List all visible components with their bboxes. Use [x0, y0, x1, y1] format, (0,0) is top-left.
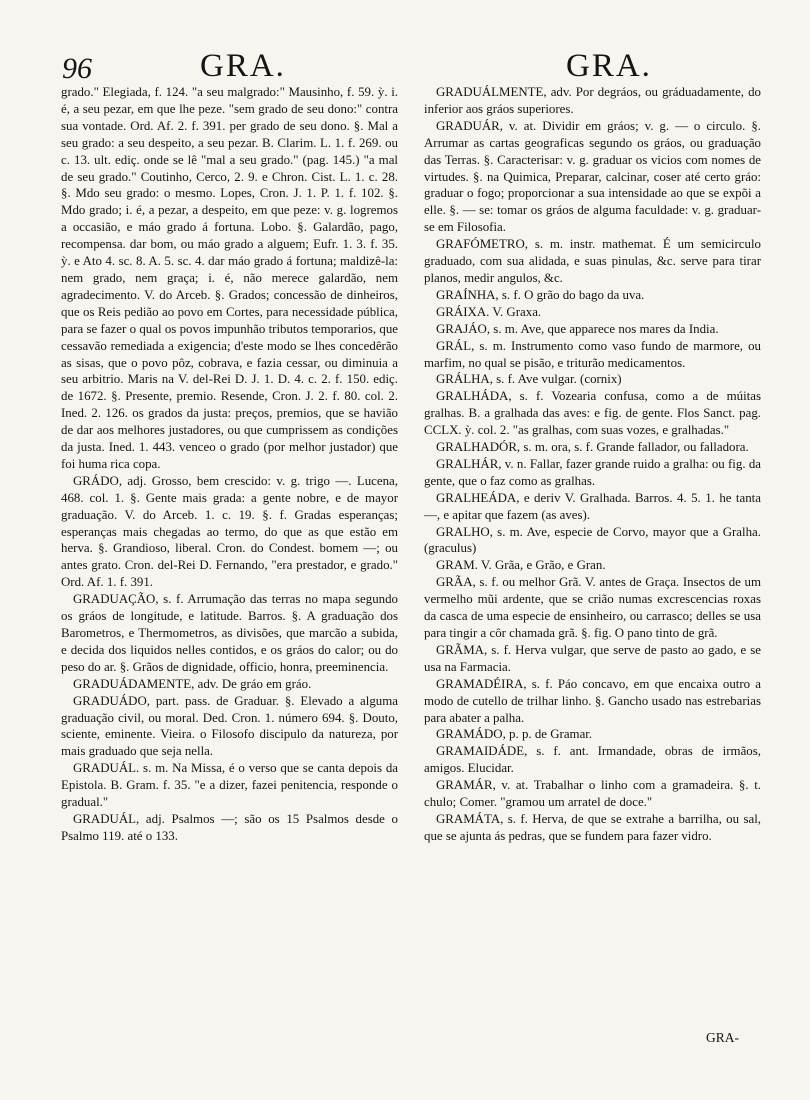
dictionary-entry: GRÁL, s. m. Instrumento como vaso fundo de marmore, ou marfim, no qual se pisão, e triturão medicamentos.: [424, 338, 761, 370]
catchword: GRA-: [706, 1030, 739, 1045]
dictionary-entry: GRAM. V. Grãa, e Grão, e Gran.: [436, 558, 606, 573]
dictionary-entry: GRAMADÉIRA, s. f. Páo concavo, em que encaixa outro a modo de cutello de trilhar linho. §. Gancho usado nas estrebarias para abater a palha.: [424, 676, 761, 725]
dictionary-entry: GRALHÁR, v. n. Fallar, fazer grande ruido a gralha: ou fig. da gente, que o faz como as gralhas.: [424, 456, 761, 488]
dictionary-entry: GRADUÁDAMENTE, adv. De gráo em gráo.: [73, 676, 312, 691]
dictionary-entry: GRAÍNHA, s. f. O grão do bago da uva.: [436, 287, 645, 302]
dictionary-entry: GRAMÁDO, p. p. de Gramar.: [436, 727, 593, 742]
dictionary-entry: GRADUAÇÃO, s. f. Arrumação das terras no mapa segundo os gráos de longitude, e latitude. Barros. §. A graduação dos Barometros, e Thermometros, as divisões, que marcão a subida, e decida dos liquidos nelles contidos, e os gráos do calor; ou do peso do ar. §. Grãos de dignidade, officio, honra, preeminencia.: [61, 592, 398, 674]
dictionary-entry: GRAMÁTA, s. f. Herva, de que se extrahe a barrilha, ou sal, que se ajunta ás pedras, que se fundem para fazer vidro.: [424, 811, 761, 843]
dictionary-entry: GRAMÁR, v. at. Trabalhar o linho com a gramadeira. §. t. chulo; Comer. "gramou um arratel de doce.": [424, 778, 761, 810]
dictionary-entry: GRADUÁL. s. m. Na Missa, é o verso que se canta depois da Epistola. B. Gram. f. 35. "e a dizer, fazei penitencia, responde o gradual.": [61, 761, 398, 810]
dictionary-entry: GRÁDO, adj. Grosso, bem crescido: v. g. trigo —. Lucena, 468. col. 1. §. Gente mais grada: a gente nobre, e de mayor graduação. V. do Arceb. 1. c. 19. §. f. Gradas esperanças; esperanças mais chegadas ao termo, do que as que estão em herva. §. Grandioso, liberal. Cron. do Condest. bomem —; ou antes grato. Cron. del-Rei D. Fernando, "era prestador, e grado." Ord. Af. 1. f. 391.: [61, 473, 398, 590]
page-number: 96: [62, 52, 92, 85]
left-column: [61, 84, 398, 845]
dictionary-entry: GRADUÁLMENTE, adv. Por degráos, ou gráduadamente, do inferior aos gráos superiores.: [424, 85, 761, 116]
dictionary-entry: GRADUÁDO, part. pass. de Graduar. §. Elevado a alguma graduação civil, ou moral. Ded. Cron. 1. número 694. §. Douto, sciente, eminente. Vieira. o Filosofo discipulo da natureza, por mais graduado que seja nella.: [61, 693, 398, 759]
running-head-left: GRA.: [200, 48, 286, 84]
dictionary-entry: GRÁIXA. V. Graxa.: [436, 304, 542, 319]
dictionary-entry: GRAMAIDÁDE, s. f. ant. Irmandade, obras de irmãos, amigos. Elucidar.: [424, 744, 761, 776]
dictionary-entry: GRAFÓMETRO, s. m. instr. mathemat. É um semicirculo graduado, com sua alidada, e suas pinulas, &c. serve para tirar planos, medir angulos, &c.: [424, 237, 761, 285]
dictionary-entry: GRAJÁO, s. m. Ave, que apparece nos mares da India.: [436, 321, 719, 336]
dictionary-entry: grado." Elegiada, f. 124. "a seu malgrado:" Mausinho, f. 59. ỳ. i. é, a seu pezar, em que lhe peze. "sem grado de seu dono:" contra sua vontade. Ord. Af. 2. f. 391. per grado de seu dono. §. Mal a seu grado: a seu despeito, a seu pezar. B. Clarim. L. 1. f. 269. ou c. 13. ult. ediç. onde se lê "mal a seu grado." (pag. 145.) "a mal de seu grado." Coutinho, Cerco, 2. 9. e Chron. Cist. L. 1. c. 28. §. Mdo seu grado: o mesmo. Lopes, Cron. J. 1. P. 1. f. 102. §. Mdo grado; i. é, a pezar, a despeito, em que peze: v. g. logremos a occasião, e máo grado á fortuna. Lobo. §. Galardão, pago, recompensa. dar bom, ou máo grado a alguem; Eufr. 1. 3. f. 35. ỳ. e Ato 4. sc. 8. A. 5. sc. 4. dar máo grado á fortuna; maldizê-la: nem grado, nem graça; i. é, não merece galardão, nem agradecimento. V. do Arceb. §. Grados; concessão de dinheiros, que os Reis pedião ao povo em Cortes, para necessidade pública, para se fazer o qual os povos impunhão tributos temporarios, que cessavão remediada a exigencia; d'este modo se lhes concedêrão as sisas, que o povo pôz, cobrava, e fazia cessar, ou diminuia a seu arbitrio. Maris na V. del-Rei D. J. 1. D. 4. c. 2. f. 150. ediç. de 1672. §. Presente, premio. Resende, Cron. J. 2. f. 80. col. 2. Ined. 2. 126. os grados da justa: preços, premios, que se havião de dar aos melhores justadores, ou que cumprissem as condições da justa. Ined. 1. 443. venceo o grado (por melhor justador) que foi huma rica copa.: [61, 85, 398, 471]
dictionary-entry: GRÃMA, s. f. Herva vulgar, que serve de pasto ao gado, e se usa na Farmacia.: [424, 642, 761, 674]
dictionary-entry: GRALHADÓR, s. m. ora, s. f. Grande fallador, ou falladora.: [436, 440, 749, 455]
right-column: [424, 84, 761, 845]
dictionary-entry: GRÁLHA, s. f. Ave vulgar. (cornix): [436, 372, 622, 387]
dictionary-entry: GRALHEÁDA, e deriv V. Gralhada. Barros. 4. 5. 1. he tanta —, e apitar que fazem (as aves).: [424, 490, 761, 522]
dictionary-entry: GRADUÁR, v. at. Dividir em gráos; v. g. — o circulo. §. Arrumar as cartas geograficas segundo os gráos, ou graduação das Terras. §. Caracterisar: v. g. graduar os vicios com nomes de virtudes. §. na Quimica, Preparar, calcinar, coser até certo gráo: graduar o fogo; proporcionar a sua intensidade ao que se expõi a elle. §. — se: tomar os gráos de alguma faculdade: v. g. graduar-se em Filosofia.: [424, 118, 761, 235]
dictionary-entry: GRADUÁL, adj. Psalmos —; são os 15 Psalmos desde o Psalmo 119. até o 133.: [61, 811, 398, 843]
running-head-right: GRA.: [566, 48, 652, 84]
dictionary-entry: GRALHÁDA, s. f. Vozearia confusa, como a de múitas gralhas. B. a gralhada das aves: e fig. de gente. Flos Sanct. pag. CCLX. ỳ. col. 2. "as gralhas, com suas vozes, e gralhadas.": [424, 389, 761, 438]
dictionary-entry: GRALHO, s. m. Ave, especie de Corvo, mayor que a Gralha. (graculus): [424, 524, 761, 556]
dictionary-entry: GRÃA, s. f. ou melhor Grã. V. antes de Graça. Insectos de um vermelho mũi ardente, que se crião numas excrescencias roxas da casca de uma especie de ensinheiro, ou carrasco; delles se usa para tingir a côr chamada grã. §. fig. O pano tinto de grã.: [424, 575, 761, 640]
